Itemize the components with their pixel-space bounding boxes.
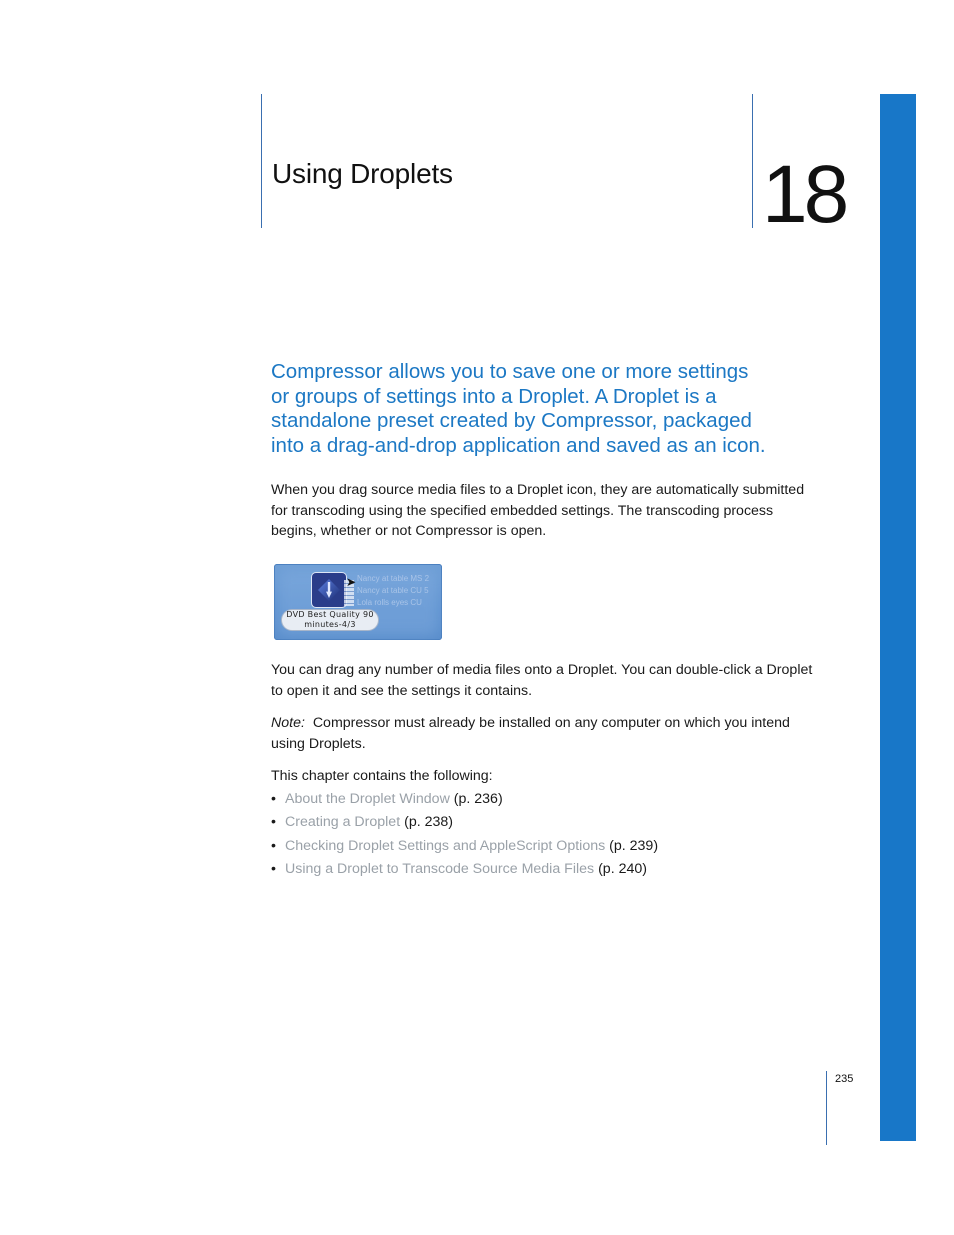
paragraph-line: to open it and see the settings it contains. bbox=[271, 682, 533, 699]
toc-page-ref: (p. 239) bbox=[609, 837, 659, 854]
toc-link-about-droplet-window[interactable]: About the Droplet Window bbox=[285, 791, 450, 807]
droplet-screenshot bbox=[274, 564, 442, 640]
intro-line: standalone preset created by Compressor, packaged bbox=[271, 409, 752, 433]
note-label: Note: bbox=[271, 715, 305, 731]
toc-item bbox=[271, 788, 658, 811]
paragraph-line: You can drag any number of media files onto a Droplet. You can double-click a Droplet bbox=[271, 662, 813, 678]
note-line bbox=[271, 713, 831, 734]
body-paragraph-droplet-usage bbox=[271, 480, 831, 542]
header-rule-left bbox=[261, 94, 262, 228]
intro-line: Compressor allows you to save one or more settings bbox=[271, 360, 749, 383]
note-text: Compressor must already be installed on any computer on which you intend bbox=[312, 715, 790, 731]
cursor-arrow-icon: ➤ bbox=[346, 575, 357, 589]
media-file-name: Lola rolls eyes CU bbox=[357, 598, 422, 607]
paragraph-line: for transcoding using the specified embedded settings. The transcoding process bbox=[271, 502, 774, 519]
toc-page-ref: (p. 238) bbox=[404, 814, 453, 831]
page-number: 235 bbox=[835, 1073, 854, 1085]
droplet-label-line: minutes-4/3 bbox=[304, 620, 356, 629]
bullet: • bbox=[271, 861, 276, 878]
droplet-label bbox=[282, 610, 378, 630]
bullet: • bbox=[271, 814, 276, 831]
chapter-contents-list bbox=[271, 788, 658, 882]
bullet: • bbox=[271, 837, 276, 854]
note-paragraph bbox=[271, 713, 831, 754]
paragraph-line: begins, whether or not Compressor is open. bbox=[271, 523, 547, 539]
toc-intro bbox=[271, 766, 831, 787]
droplet-label-line: DVD Best Quality 90 bbox=[286, 610, 374, 619]
chapter-side-tab bbox=[880, 94, 916, 1141]
toc-link-checking-droplet-settings[interactable]: Checking Droplet Settings and AppleScript Options bbox=[285, 837, 606, 854]
toc-item bbox=[271, 858, 658, 881]
toc-item bbox=[271, 811, 658, 834]
chapter-intro bbox=[271, 360, 791, 458]
header-rule-right bbox=[752, 94, 753, 228]
paragraph-line: When you drag source media files to a Droplet icon, they are automatically submitted bbox=[271, 482, 805, 498]
toc-link-using-droplet-transcode[interactable]: Using a Droplet to Transcode Source Media Files bbox=[285, 861, 595, 878]
footer-rule bbox=[826, 1071, 827, 1145]
toc-intro-text: This chapter contains the following: bbox=[271, 768, 493, 784]
intro-line: into a drag-and-drop application and saved as an icon. bbox=[271, 433, 766, 457]
media-file-name: Nancy at table MS 2 bbox=[357, 574, 430, 583]
body-paragraph-drag-files bbox=[271, 660, 831, 701]
chapter-title: Using Droplets bbox=[272, 158, 453, 189]
bullet: • bbox=[271, 791, 276, 807]
intro-line: or groups of settings into a Droplet. A Droplet is a bbox=[271, 384, 717, 408]
chapter-number: 18 bbox=[762, 149, 846, 240]
droplet-icon bbox=[312, 573, 346, 607]
toc-page-ref: (p. 236) bbox=[453, 791, 503, 807]
toc-page-ref: (p. 240) bbox=[598, 861, 647, 878]
note-line: using Droplets. bbox=[271, 735, 366, 752]
media-file-name: Nancy at table CU 5 bbox=[357, 586, 429, 595]
toc-link-creating-droplet[interactable]: Creating a Droplet bbox=[285, 814, 401, 831]
toc-item bbox=[271, 835, 658, 858]
